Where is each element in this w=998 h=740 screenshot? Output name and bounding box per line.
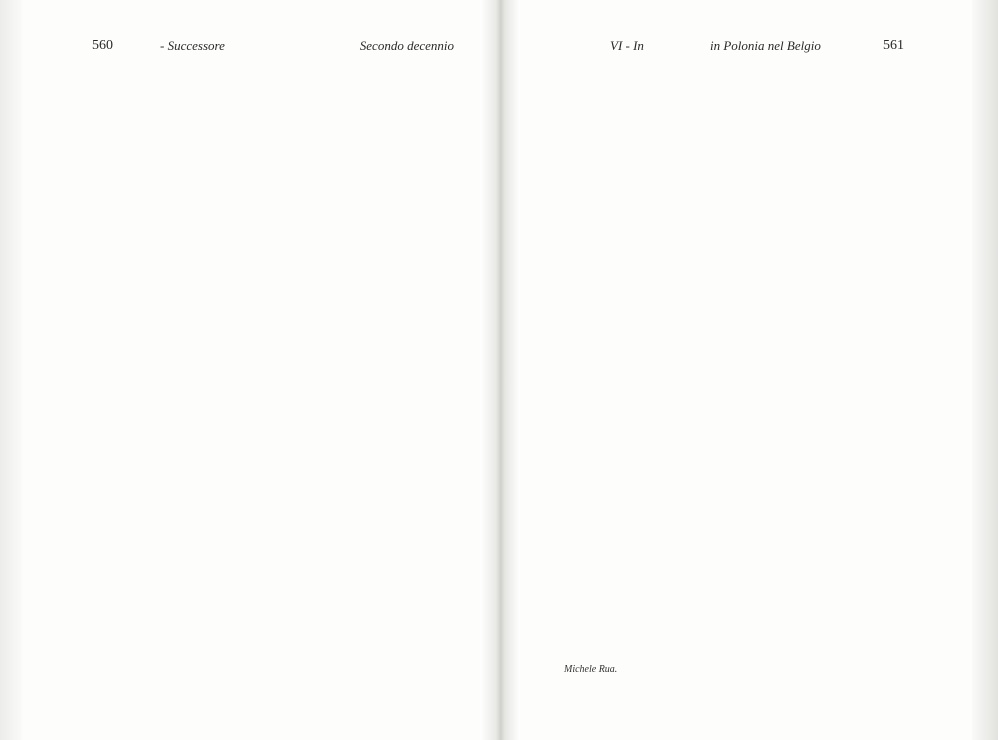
right-running-head-chapter: VI - In: [610, 38, 644, 53]
scan-edge-left: [0, 0, 22, 740]
right-body-text: [520, 64, 904, 72]
right-running-head-section: in Polonia nel Belgio: [710, 38, 821, 53]
left-page: [92, 0, 472, 740]
footer-signature: Michele Rua.: [564, 664, 618, 675]
book-gutter: [480, 0, 520, 740]
right-running-head: [520, 34, 904, 56]
right-page: [520, 0, 904, 740]
left-body-text: [92, 64, 472, 72]
right-page-number: 561: [883, 38, 904, 53]
left-running-head-chapter: - Successore: [160, 38, 225, 53]
left-running-head: [92, 34, 472, 56]
left-page-number: 560: [92, 38, 113, 53]
left-running-head-section: Secondo decennio: [359, 38, 454, 53]
scan-edge-right: [972, 0, 998, 740]
